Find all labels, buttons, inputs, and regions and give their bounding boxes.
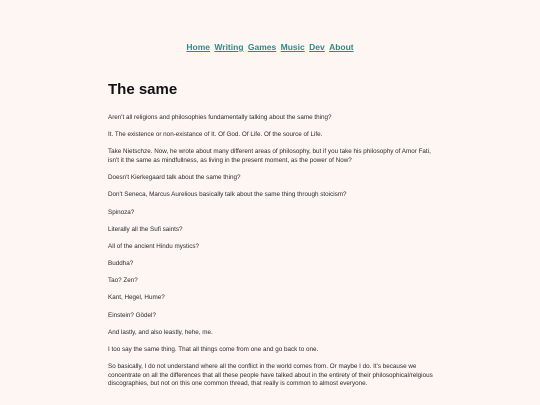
article [108,80,433,398]
article-paragraph: Spinoza? [108,208,135,216]
article-paragraph: All of the ancient Hindu mystics? [108,242,199,250]
article-paragraph: Kant, Hegel, Hume? [108,294,165,302]
article-paragraph: Tao? Zen? [108,277,138,285]
nav-link-dev[interactable]: Dev [309,42,325,52]
article-paragraph: Aren't all religions and philosophies fundamentally talking about the same thing? [108,114,332,121]
nav-link-music[interactable]: Music [280,42,305,52]
article-paragraph: And lastly, and also leastly, hehe, me. [108,328,213,336]
article-paragraph: Einstein? Gödel? [108,311,156,319]
article-title: The same [108,81,178,98]
nav-link-home[interactable]: Home [186,42,211,52]
article-paragraph: Buddha? [108,260,134,268]
nav-link-about[interactable]: About [329,42,354,52]
article-paragraph: So basically, I do not understand where all the conflict in the world comes from. Or maybe I do. It's because we concentrate on all the differences that all these people have talked about in the entirety of their philosophical/relgious discographies, but not on this one common thread, that really is common to almost everyone. [108,363,433,388]
article-paragraph: Don't Seneca, Marcus Aurelious basically talk about the same thing through stoicism? [108,191,347,199]
nav-link-games[interactable]: Games [247,42,277,52]
article-paragraph: Doesn't Kierkegaard talk about the same thing? [108,174,241,182]
article-paragraph: Take Nietschze. Now, he wrote about many different areas of philosophy, but if you take his philosophy of Amor Fati, isn't it the same as mindfullness, as living in the present moment, as the power of Now? [108,148,431,164]
article-paragraph: It. The existence or non-existance of It. Of God. Of Life. Of the source of Life. [108,131,323,139]
article-paragraph: I too say the same thing. That all things come from one and go back to one. [108,346,319,354]
nav-link-writing[interactable]: Writing [214,42,244,52]
article-paragraph: Literally all the Sufi saints? [108,225,183,233]
top-navigation [0,41,540,53]
